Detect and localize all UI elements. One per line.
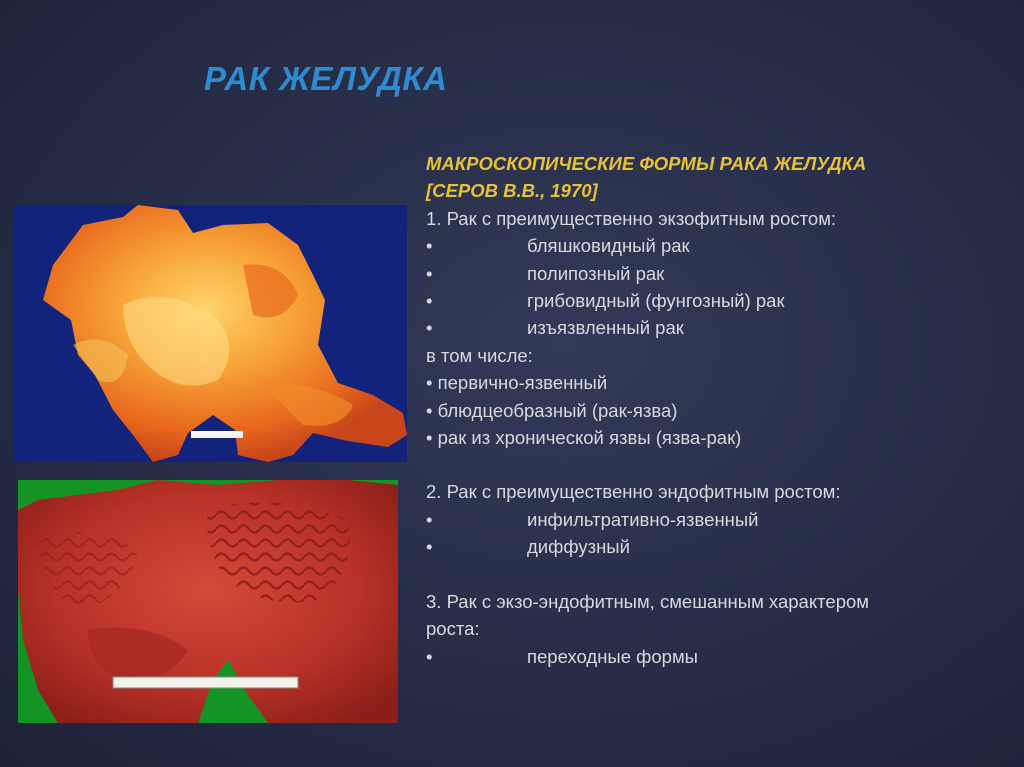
list-item: • полипозный рак <box>426 262 665 284</box>
scale-ruler <box>191 431 243 438</box>
section-2-title: 2. Рак с преимущественно эндофитным ростом: <box>426 481 841 503</box>
list-item: • первично-язвенный <box>426 372 608 394</box>
specimen-photo-exophytic <box>13 205 407 462</box>
heading-line-1: МАКРОСКОПИЧЕСКИЕ ФОРМЫ РАКА ЖЕЛУДКА <box>426 153 867 174</box>
heading-line-2: [СЕРОВ В.В., 1970] <box>426 180 598 202</box>
list-item: • бляшковидный рак <box>426 235 690 257</box>
specimen-image-orange <box>13 205 407 462</box>
list-item: • блюдцеобразный (рак-язва) <box>426 399 678 421</box>
list-item: • изъязвленный рак <box>426 317 684 339</box>
specimen-photo-endophytic <box>18 480 398 723</box>
list-item: • переходные формы <box>426 645 698 667</box>
list-item: • диффузный <box>426 536 630 558</box>
specimen-image-red <box>18 480 398 723</box>
slide-title: РАК ЖЕЛУДКА <box>204 60 448 97</box>
list-item: • инфильтративно-язвенный <box>426 508 759 530</box>
section-1-subtitle: в том числе: <box>426 344 533 366</box>
section-3-title-line-1: 3. Рак с экзо-эндофитным, смешанным характером <box>426 590 869 612</box>
section-3-title-line-2: роста: <box>426 618 480 640</box>
scale-ruler <box>113 677 298 688</box>
list-item: • грибовидный (фунгозный) рак <box>426 290 785 312</box>
text-content <box>426 150 1006 670</box>
list-item: • рак из хронической язвы (язва-рак) <box>426 427 742 449</box>
section-1-title: 1. Рак с преимущественно экзофитным ростом: <box>426 207 837 229</box>
